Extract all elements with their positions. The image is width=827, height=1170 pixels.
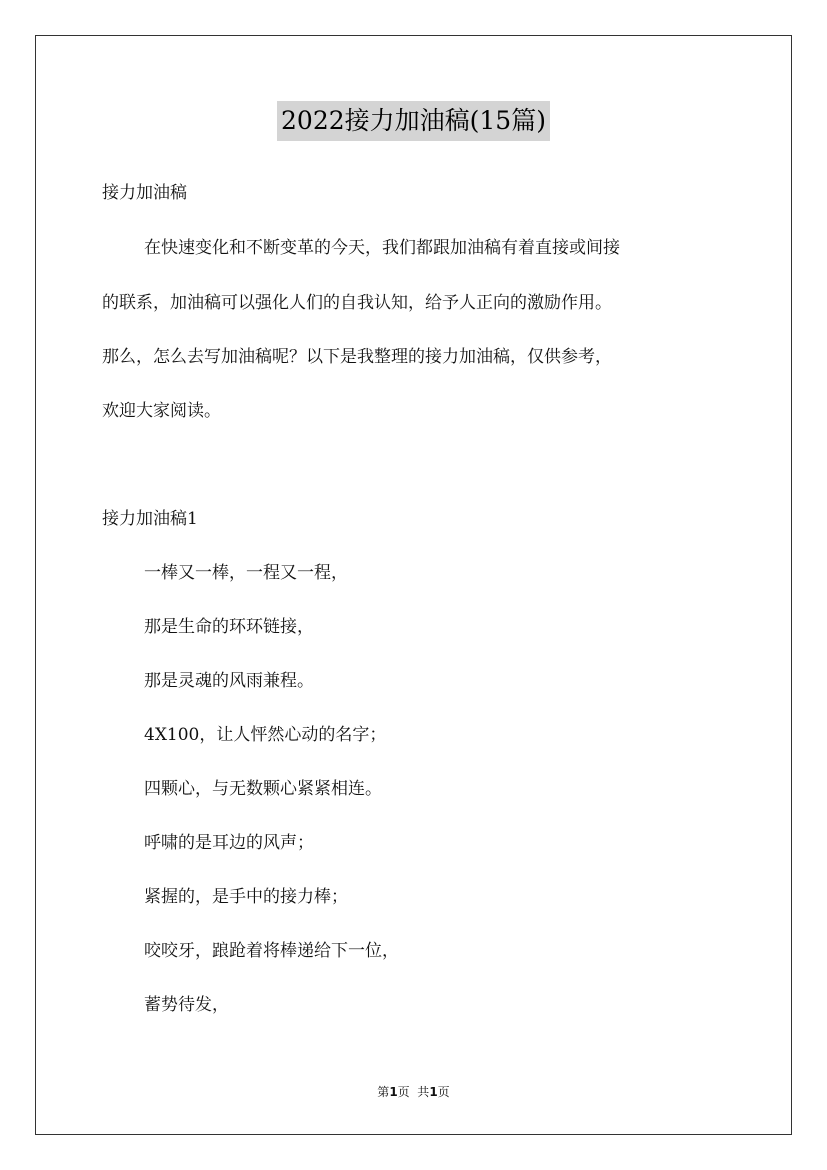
title-container xyxy=(0,101,827,141)
page-footer xyxy=(0,1084,827,1100)
poem-line: 那是灵魂的风雨兼程。 xyxy=(144,671,314,691)
poem-line: 咬咬牙，踉跄着将棒递给下一位， xyxy=(144,941,399,961)
footer-page-total: 1 xyxy=(429,1085,438,1099)
intro-paragraph-line: 在快速变化和不断变革的今天，我们都跟加油稿有着直接或间接 xyxy=(144,238,620,258)
intro-paragraph-line: 那么，怎么去写加油稿呢？以下是我整理的接力加油稿，仅供参考， xyxy=(102,347,612,367)
section-heading: 接力加油稿 xyxy=(102,183,187,203)
footer-page-mid: 页 共 xyxy=(397,1085,430,1099)
poem-line: 蓄势待发， xyxy=(144,995,229,1015)
poem-line: 一棒又一棒，一程又一程， xyxy=(144,563,348,583)
poem-line: 4X100，让人怦然心动的名字； xyxy=(144,725,387,745)
footer-page-number: 1 xyxy=(389,1085,398,1099)
poem-line: 呼啸的是耳边的风声； xyxy=(144,833,314,853)
subheading: 接力加油稿1 xyxy=(102,509,198,529)
footer-page-suffix: 页 xyxy=(437,1085,450,1099)
footer-page-prefix: 第 xyxy=(377,1085,390,1099)
intro-paragraph-line: 的联系，加油稿可以强化人们的自我认知，给予人正向的激励作用。 xyxy=(102,293,612,313)
intro-paragraph-line: 欢迎大家阅读。 xyxy=(102,401,221,421)
document-title: 2022接力加油稿(15篇) xyxy=(277,101,550,141)
poem-line: 那是生命的环环链接， xyxy=(144,617,314,637)
poem-line: 四颗心，与无数颗心紧紧相连。 xyxy=(144,779,382,799)
poem-line: 紧握的，是手中的接力棒； xyxy=(144,887,348,907)
